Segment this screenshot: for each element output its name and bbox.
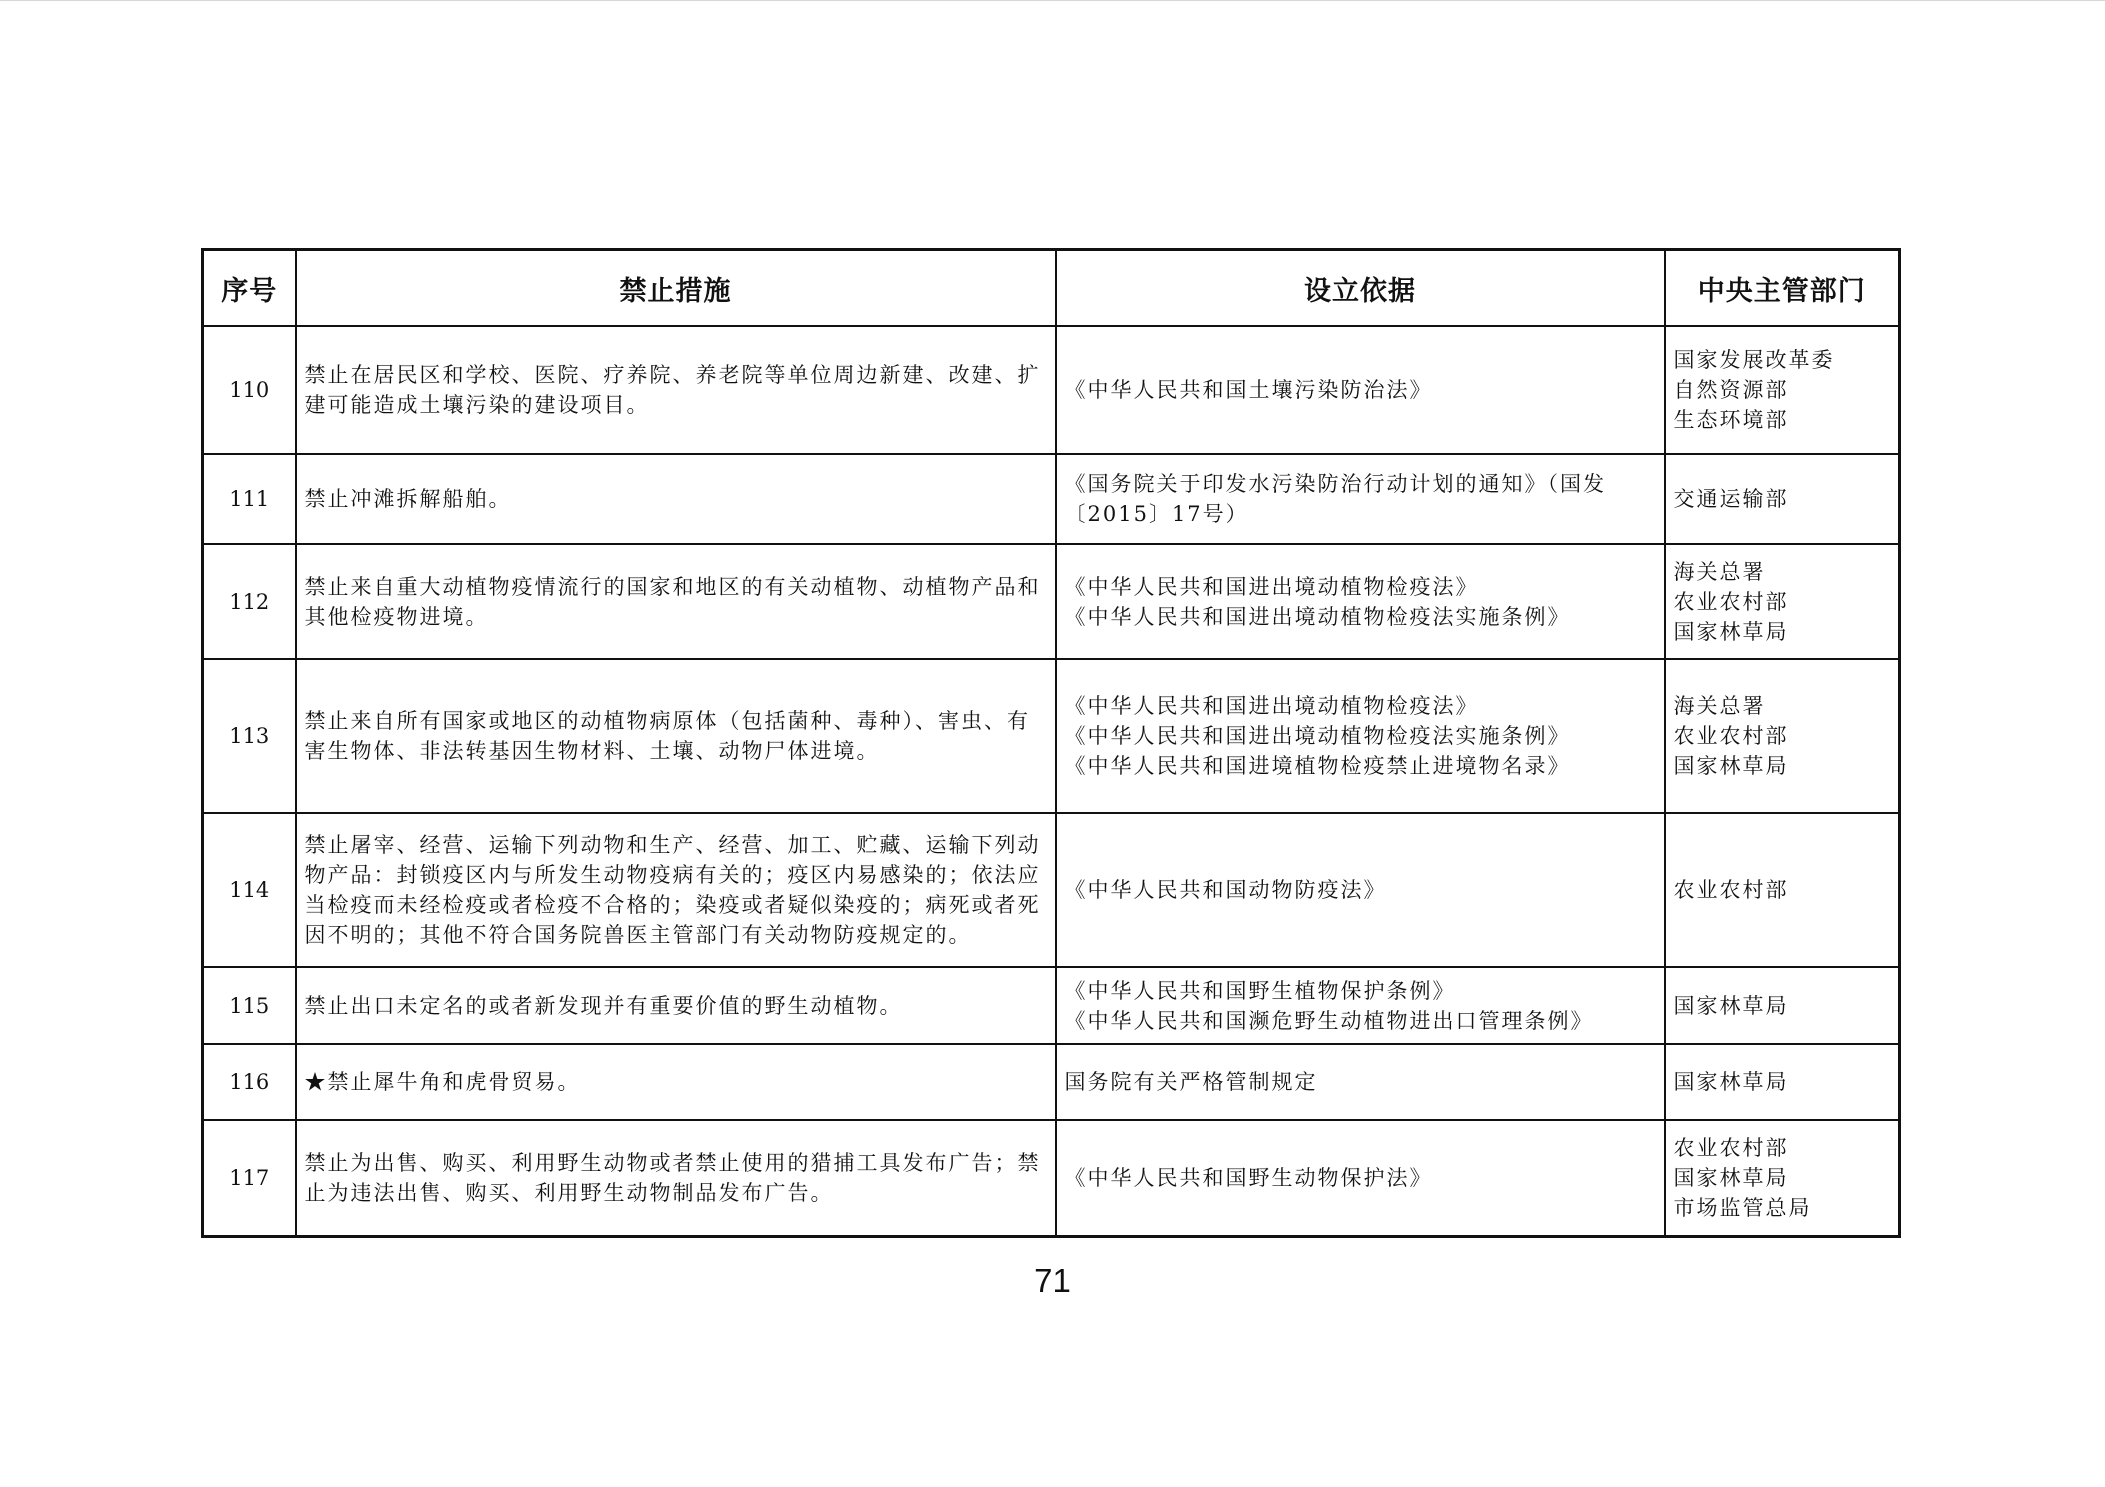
row-departments xyxy=(1665,454,1900,544)
department-line: 国家林草局 xyxy=(1673,1165,1789,1190)
basis-line: 《中华人民共和国进境植物检疫禁止进境物名录》 xyxy=(1064,754,1571,778)
department-line: 国家林草局 xyxy=(1673,1070,1789,1094)
row-serial-number: 112 xyxy=(203,544,296,659)
row-departments xyxy=(1665,1120,1900,1236)
department-line: 国家林草局 xyxy=(1673,619,1789,644)
row-serial-number: 115 xyxy=(203,967,296,1044)
basis-line: 《中华人民共和国动物防疫法》 xyxy=(1064,878,1387,902)
row-departments xyxy=(1665,967,1900,1044)
basis-line: 《中华人民共和国野生植物保护条例》 xyxy=(1064,978,1456,1003)
top-rule xyxy=(0,0,2105,1)
row-legal-basis xyxy=(1056,454,1665,544)
row-legal-basis xyxy=(1056,326,1665,454)
basis-line: 《中华人民共和国进出境动植物检疫法实施条例》 xyxy=(1064,604,1571,629)
row-prohibition-measure: 禁止为出售、购买、利用野生动物或者禁止使用的猎捕工具发布广告；禁止为违法出售、购买、利用野生动物制品发布广告。 xyxy=(296,1120,1056,1236)
header-prohibition-measure: 禁止措施 xyxy=(296,250,1056,327)
row-legal-basis xyxy=(1056,967,1665,1044)
basis-line: 《国务院关于印发水污染防治行动计划的通知》（国发〔2015〕17号） xyxy=(1064,472,1606,526)
table-row xyxy=(203,1044,1900,1120)
department-line: 国家林草局 xyxy=(1673,754,1789,778)
department-line: 农业农村部 xyxy=(1673,1135,1789,1160)
header-serial-number: 序号 xyxy=(203,250,296,327)
header-central-department: 中央主管部门 xyxy=(1665,250,1900,327)
row-departments xyxy=(1665,544,1900,659)
row-departments xyxy=(1665,813,1900,967)
header-legal-basis: 设立依据 xyxy=(1056,250,1665,327)
row-serial-number: 114 xyxy=(203,813,296,967)
table-row xyxy=(203,544,1900,659)
row-prohibition-measure: 禁止来自所有国家或地区的动植物病原体（包括菌种、毒种）、害虫、有害生物体、非法转基因生物材料、土壤、动物尸体进境。 xyxy=(296,659,1056,813)
row-legal-basis xyxy=(1056,1120,1665,1236)
department-line: 海关总署 xyxy=(1673,694,1766,718)
row-prohibition-measure: 禁止屠宰、经营、运输下列动物和生产、经营、加工、贮藏、运输下列动物产品：封锁疫区内与所发生动物疫病有关的；疫区内易感染的；依法应当检疫而未经检疫或者检疫不合格的；染疫或者疑似染疫的；病死或者死因不明的；其他不符合国务院兽医主管部门有关动物防疫规定的。 xyxy=(296,813,1056,967)
table-row xyxy=(203,659,1900,813)
row-serial-number: 111 xyxy=(203,454,296,544)
table-row xyxy=(203,1120,1900,1236)
row-legal-basis xyxy=(1056,1044,1665,1120)
row-prohibition-measure: 禁止出口未定名的或者新发现并有重要价值的野生动植物。 xyxy=(296,967,1056,1044)
row-prohibition-measure: 禁止冲滩拆解船舶。 xyxy=(296,454,1056,544)
basis-line: 《中华人民共和国进出境动植物检疫法》 xyxy=(1064,574,1479,599)
prohibition-table xyxy=(201,248,1901,1238)
row-serial-number: 113 xyxy=(203,659,296,813)
department-line: 海关总署 xyxy=(1673,559,1766,584)
row-departments xyxy=(1665,1044,1900,1120)
department-line: 国家发展改革委 xyxy=(1673,348,1835,372)
department-line: 生态环境部 xyxy=(1673,408,1789,432)
department-line: 交通运输部 xyxy=(1673,487,1789,511)
row-prohibition-measure: 禁止来自重大动植物疫情流行的国家和地区的有关动植物、动植物产品和其他检疫物进境。 xyxy=(296,544,1056,659)
department-line: 市场监管总局 xyxy=(1673,1195,1812,1220)
row-legal-basis xyxy=(1056,659,1665,813)
department-line: 农业农村部 xyxy=(1673,724,1789,748)
basis-line: 《中华人民共和国濒危野生动植物进出口管理条例》 xyxy=(1064,1008,1594,1033)
basis-line: 《中华人民共和国野生动物保护法》 xyxy=(1064,1165,1433,1190)
department-line: 农业农村部 xyxy=(1673,589,1789,614)
table-row xyxy=(203,813,1900,967)
table-row xyxy=(203,454,1900,544)
table-row xyxy=(203,967,1900,1044)
row-departments xyxy=(1665,659,1900,813)
row-serial-number: 117 xyxy=(203,1120,296,1236)
basis-line: 国务院有关严格管制规定 xyxy=(1064,1070,1318,1094)
basis-line: 《中华人民共和国进出境动植物检疫法实施条例》 xyxy=(1064,724,1571,748)
department-line: 国家林草局 xyxy=(1673,993,1789,1018)
basis-line: 《中华人民共和国进出境动植物检疫法》 xyxy=(1064,694,1479,718)
department-line: 农业农村部 xyxy=(1673,878,1789,902)
row-prohibition-measure: 禁止在居民区和学校、医院、疗养院、养老院等单位周边新建、改建、扩建可能造成土壤污染的建设项目。 xyxy=(296,326,1056,454)
row-serial-number: 110 xyxy=(203,326,296,454)
row-legal-basis xyxy=(1056,544,1665,659)
page-number: 71 xyxy=(1034,1262,1071,1299)
table-header-row xyxy=(203,250,1900,327)
row-departments xyxy=(1665,326,1900,454)
table-row xyxy=(203,326,1900,454)
department-line: 自然资源部 xyxy=(1673,378,1789,402)
row-serial-number: 116 xyxy=(203,1044,296,1120)
row-legal-basis xyxy=(1056,813,1665,967)
basis-line: 《中华人民共和国土壤污染防治法》 xyxy=(1064,378,1433,402)
row-prohibition-measure: ★禁止犀牛角和虎骨贸易。 xyxy=(296,1044,1056,1120)
